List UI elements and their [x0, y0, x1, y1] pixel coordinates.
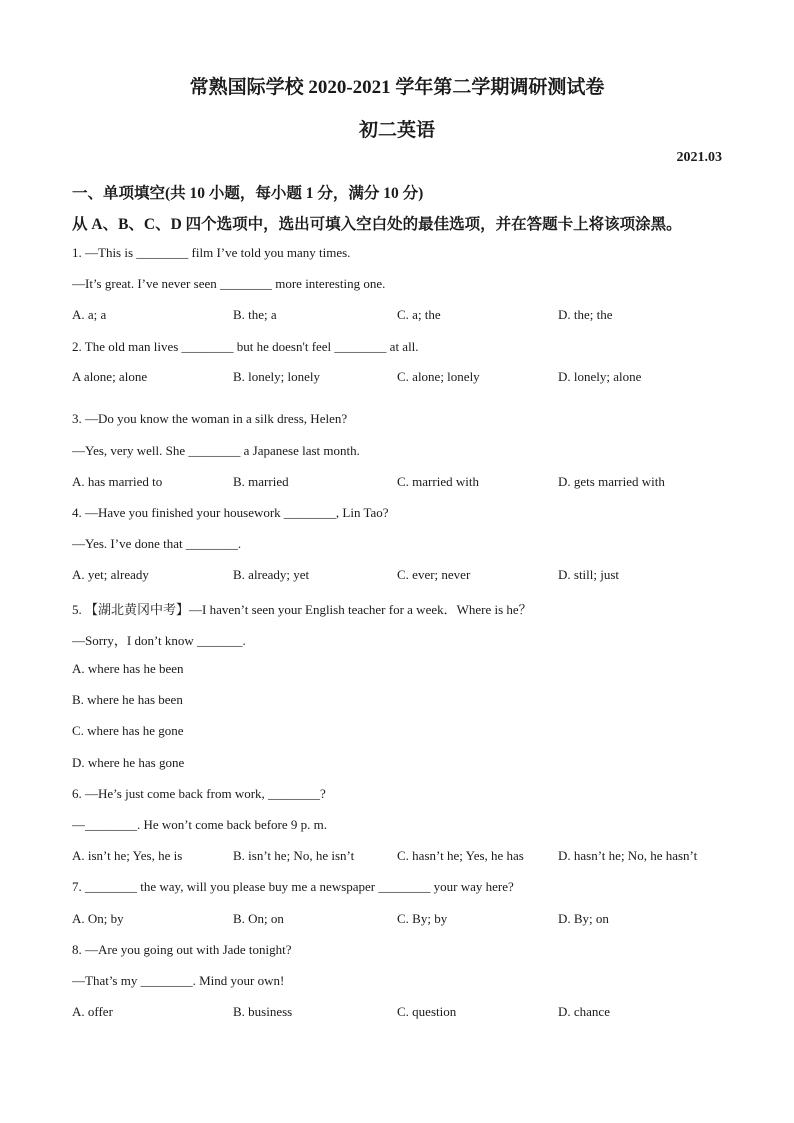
q3-option-d: D. gets married with: [558, 474, 665, 489]
q8-option-a: A. offer: [72, 1004, 113, 1019]
q7-option-a: A. On; by: [72, 911, 124, 926]
q5-option-c: C. where has he gone: [72, 723, 184, 738]
q7-option-b: B. On; on: [233, 911, 284, 926]
q7-option-d: D. By; on: [558, 911, 609, 926]
q8-option-c: C. question: [397, 1004, 457, 1019]
q4-option-b: B. already; yet: [233, 567, 310, 582]
q6-options: [72, 848, 752, 866]
exam-date: 2021.03: [676, 150, 722, 165]
q3-stem: 3. —Do you know the woman in a silk dress, Helen?: [72, 411, 348, 426]
q7-option-c: C. By; by: [397, 911, 448, 926]
q8-options: [72, 1004, 752, 1022]
q5-option-b: B. where he has been: [72, 692, 183, 707]
q1-option-d: D. the; the: [558, 307, 613, 322]
q2-stem: 2. The old man lives ________ but he doesn't feel ________ at all.: [72, 339, 419, 354]
q3-options: [72, 474, 752, 492]
q3-option-a: A. has married to: [72, 474, 163, 489]
q1-stem: 1. —This is ________ film I’ve told you many times.: [72, 245, 351, 260]
q4-options: [72, 567, 752, 585]
q8-option-b: B. business: [233, 1004, 293, 1019]
q2-option-a: A alone; alone: [72, 369, 148, 384]
q6-stem: 6. —He’s just come back from work, ________?: [72, 786, 326, 801]
q5-option-d: D. where he has gone: [72, 755, 185, 770]
q1-option-a: A. a; a: [72, 307, 107, 322]
section-instruction: 从 A、B、C、D 四个选项中，选出可填入空白处的最佳选项，并在答题卡上将该项涂黑。: [72, 216, 682, 233]
exam-subtitle: 初二英语: [358, 120, 435, 141]
q3-response: —Yes, very well. She ________ a Japanese last month.: [72, 443, 360, 458]
q1-options: [72, 307, 752, 325]
q1-response: —It’s great. I’ve never seen ________ more interesting one.: [72, 276, 386, 291]
q6-response: —________. He won’t come back before 9 p. m.: [72, 817, 328, 832]
q2-option-c: C. alone; lonely: [397, 369, 480, 384]
q5-stem: 5. 【湖北黄冈中考】—I haven’t seen your English teacher for a week．Where is he？: [72, 602, 532, 617]
q4-option-a: A. yet; already: [72, 567, 149, 582]
section-heading: 一、单项填空(共 10 小题，每小题 1 分，满分 10 分): [72, 185, 424, 202]
q7-stem: 7. ________ the way, will you please buy me a newspaper ________ your way here?: [72, 879, 514, 894]
q1-option-b: B. the; a: [233, 307, 277, 322]
exam-title: 常熟国际学校 2020-2021 学年第二学期调研测试卷: [189, 77, 605, 98]
q6-option-b: B. isn’t he; No, he isn’t: [233, 848, 355, 863]
q3-option-b: B. married: [233, 474, 289, 489]
q6-option-d: D. hasn’t he; No, he hasn’t: [558, 848, 698, 863]
q8-option-d: D. chance: [558, 1004, 610, 1019]
q4-stem: 4. —Have you finished your housework ________, Lin Tao?: [72, 505, 389, 520]
q2-option-b: B. lonely; lonely: [233, 369, 321, 384]
q2-option-d: D. lonely; alone: [558, 369, 642, 384]
q6-option-c: C. hasn’t he; Yes, he has: [397, 848, 524, 863]
q4-response: —Yes. I’ve done that ________.: [72, 536, 242, 551]
q7-options: [72, 911, 752, 929]
q4-option-c: C. ever; never: [397, 567, 471, 582]
q8-response: —That’s my ________. Mind your own!: [72, 973, 285, 988]
q6-option-a: A. isn’t he; Yes, he is: [72, 848, 183, 863]
q4-option-d: D. still; just: [558, 567, 620, 582]
q5-option-a: A. where has he been: [72, 661, 184, 676]
q1-option-c: C. a; the: [397, 307, 441, 322]
q8-stem: 8. —Are you going out with Jade tonight?: [72, 942, 292, 957]
q5-response: —Sorry，I don’t know _______.: [72, 633, 246, 648]
q3-option-c: C. married with: [397, 474, 479, 489]
q2-options: [72, 369, 752, 387]
